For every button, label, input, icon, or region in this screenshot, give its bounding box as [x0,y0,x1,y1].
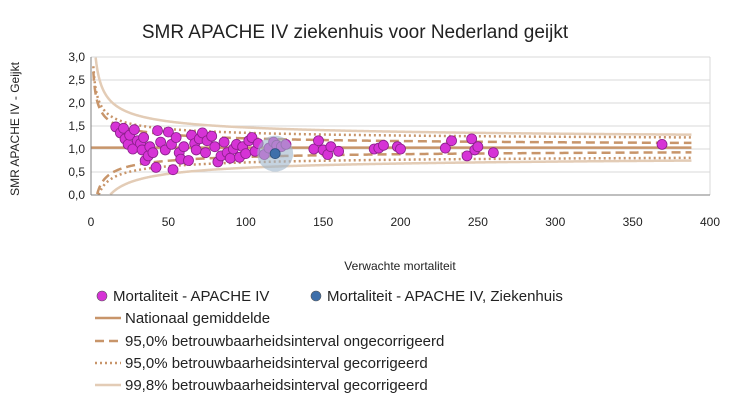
chart-title: SMR APACHE IV ziekenhuis voor Nederland geijkt [141,22,569,43]
data-point [151,162,161,172]
y-tick-label: 2,0 [68,96,85,110]
y-tick-label: 1,5 [68,119,85,133]
data-point [201,148,211,158]
legend-label: Nationaal gemiddelde [125,310,271,327]
x-axis-label: Verwachte mortaliteit [344,259,456,273]
data-point [191,145,201,155]
legend-label: Mortaliteit - APACHE IV [113,288,270,305]
legend-label: 95,0% betrouwbaarheidsinterval ongecorrigeerd [125,333,445,350]
y-tick-label: 3,0 [68,50,85,64]
data-point [148,148,158,158]
x-tick-label: 100 [235,215,256,229]
axes [68,50,720,229]
legend-marker [311,291,321,301]
data-point [129,125,139,135]
legend-label: 99,8% betrouwbaarheidsinterval gecorrigeerd [125,377,428,394]
data-point [139,133,149,143]
legend-item [95,355,428,372]
funnel-upper-line [93,66,691,137]
legend-item [311,288,563,305]
funnel-lower-line [110,161,691,195]
legend [95,288,563,394]
legend-label: Mortaliteit - APACHE IV, Ziekenhuis [327,288,563,305]
data-point [207,131,217,141]
data-point [241,149,251,159]
data-point [378,140,388,150]
data-point [657,139,667,149]
hospital-point [270,149,280,159]
x-tick-label: 300 [545,215,566,229]
data-point [488,148,498,158]
data-point [168,165,178,175]
x-tick-label: 50 [161,215,176,229]
x-tick-label: 0 [87,215,95,229]
legend-item [97,288,269,305]
data-point [334,146,344,156]
legend-marker [97,291,107,301]
data-point [447,136,457,146]
legend-item [95,377,428,394]
y-axis-label: SMR APACHE IV - Geijkt [8,62,22,196]
data-point [153,126,163,136]
y-tick-label: 0,0 [68,188,85,202]
data-point [396,144,406,154]
data-point [313,136,323,146]
funnel-upper-line [96,58,692,135]
data-point [179,142,189,152]
x-tick-label: 150 [313,215,334,229]
data-point [210,142,220,152]
x-tick-label: 200 [390,215,411,229]
data-point [473,142,483,152]
data-point [219,137,229,147]
y-tick-label: 2,5 [68,73,85,87]
y-tick-label: 0,5 [68,165,85,179]
legend-item [95,333,444,350]
data-point [183,156,193,166]
legend-label: 95,0% betrouwbaarheidsinterval gecorrigeerd [125,355,428,372]
x-tick-label: 400 [699,215,721,229]
legend-item [95,310,270,327]
data-point [171,133,181,143]
y-tick-label: 1,0 [68,142,85,156]
data-point [225,153,235,163]
x-tick-label: 350 [622,215,643,229]
x-tick-label: 250 [467,215,488,229]
